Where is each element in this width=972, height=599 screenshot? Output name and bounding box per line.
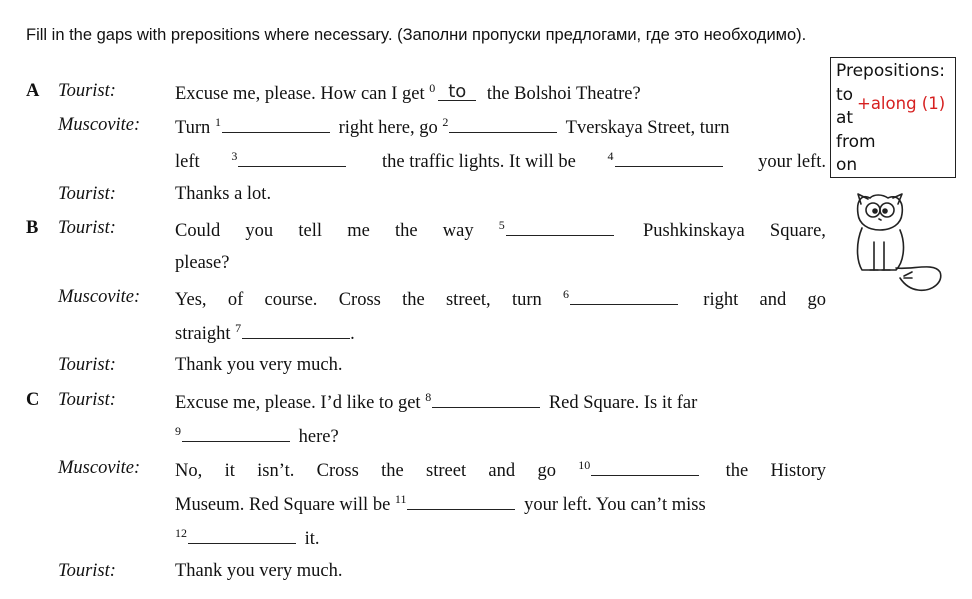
gap-number: 3 [231,149,238,163]
text-line [175,81,641,105]
gap-number: 10 [578,458,591,472]
speaker-tourist: Tourist: [58,218,116,238]
section-label-c: C [26,390,40,410]
word: tell [298,221,322,241]
word: way [442,221,474,241]
text-line: Thank you very much. [175,561,343,581]
word: the [402,290,425,310]
word: course. [264,290,318,310]
text-fragment: right here, go [338,118,438,138]
gap-blank-4[interactable] [615,165,723,167]
text-line: Thank you very much. [175,355,343,375]
text-line [175,424,339,448]
text-fragment: it. [304,529,320,549]
word: Could [175,221,221,241]
word: Pushkinskaya [642,221,745,241]
gap-blank-2[interactable] [449,131,557,133]
gap-blank-5[interactable] [506,234,614,236]
gap-number: 11 [394,492,407,506]
word: and [759,290,787,310]
text-line [175,287,826,311]
text-fragment: the Bolshoi Theatre? [486,84,641,104]
word: turn [511,290,542,310]
gap-blank-10[interactable] [591,474,699,476]
text-fragment: your left. You can’t miss [524,495,706,515]
word: Cross [316,461,359,481]
text-line [175,390,697,414]
word: History [770,461,826,481]
text-fragment: . [350,324,355,344]
text-line: please? [175,253,230,273]
section-label-b: B [26,218,39,238]
word: Square, [769,221,826,241]
answer-gap-0[interactable]: to [438,84,476,101]
word: go [807,290,826,310]
preposition-item: from [836,131,876,152]
text-line [175,458,826,482]
text-line: Thanks a lot. [175,184,272,204]
word: No, [175,461,203,481]
speaker-muscovite: Muscovite: [58,287,141,307]
word: isn’t. [257,461,295,481]
word: it [224,461,235,481]
gap-number: 6 [563,287,570,301]
text-line [175,218,826,242]
gap-blank-12[interactable] [188,542,296,544]
speaker-tourist: Tourist: [58,561,116,581]
word: Cross [338,290,381,310]
gap-number: 12 [175,526,187,540]
text-fragment: the traffic lights. It will be [381,152,576,172]
speaker-muscovite: Muscovite: [58,115,141,135]
text-line [175,526,320,550]
speaker-tourist: Tourist: [58,184,116,204]
text-fragment: Museum. Red Square will be [175,495,391,515]
word: the [381,461,404,481]
text-fragment: your left. [758,152,826,172]
text-fragment: Turn [175,118,211,138]
gap-blank-6[interactable] [570,303,678,305]
text-fragment: Excuse me, please. I’d like to get [175,393,421,413]
gap-number: 7 [235,321,242,335]
preposition-item: on [836,155,858,175]
speaker-muscovite: Muscovite: [58,458,141,478]
gap-blank-8[interactable] [432,406,540,408]
gap-number: 9 [175,424,181,438]
text-line [175,492,706,516]
word: you [245,221,274,241]
text-fragment: Red Square. Is it far [548,393,698,413]
gap-blank-9[interactable] [182,440,290,442]
text-fragment: Tverskaya Street, turn [565,118,730,138]
gap-blank-11[interactable] [407,508,515,510]
word: go [537,461,556,481]
word: of [227,290,244,310]
word: the [725,461,749,481]
gap-number: 0 [429,81,436,95]
text-fragment: here? [298,427,339,447]
word: the [394,221,418,241]
word: right [703,290,739,310]
speaker-tourist: Tourist: [58,81,116,101]
gap-number: 8 [425,390,432,404]
cat-illustration-icon [852,192,947,302]
text-line [175,321,355,345]
gap-blank-3[interactable] [238,165,346,167]
text-line [175,115,730,139]
prepositions-title: Prepositions: [836,61,945,81]
speaker-tourist: Tourist: [58,390,116,410]
word: Yes, [175,290,207,310]
gap-number: 4 [607,149,614,163]
section-label-a: A [26,81,40,101]
word: and [488,461,516,481]
gap-number: 2 [442,115,449,129]
word: street [426,461,467,481]
text-fragment: straight [175,324,231,344]
preposition-item: at [836,108,854,128]
gap-blank-7[interactable] [242,337,350,339]
prepositions-box [830,57,956,178]
instruction-text: Fill in the gaps with prepositions where necessary. (Заполни пропуски предлогами, где это необходимо). [26,26,807,44]
speaker-tourist: Tourist: [58,355,116,375]
text-fragment: Excuse me, please. How can I get [175,84,425,104]
handwritten-note: +along (1) [857,94,946,113]
word: street, [445,290,491,310]
gap-blank-1[interactable] [222,131,330,133]
gap-number: 5 [498,218,505,232]
preposition-item: to [836,84,854,105]
gap-number: 1 [214,115,221,129]
text-fragment: left [175,152,200,172]
word: me [347,221,370,241]
text-line [175,149,826,173]
